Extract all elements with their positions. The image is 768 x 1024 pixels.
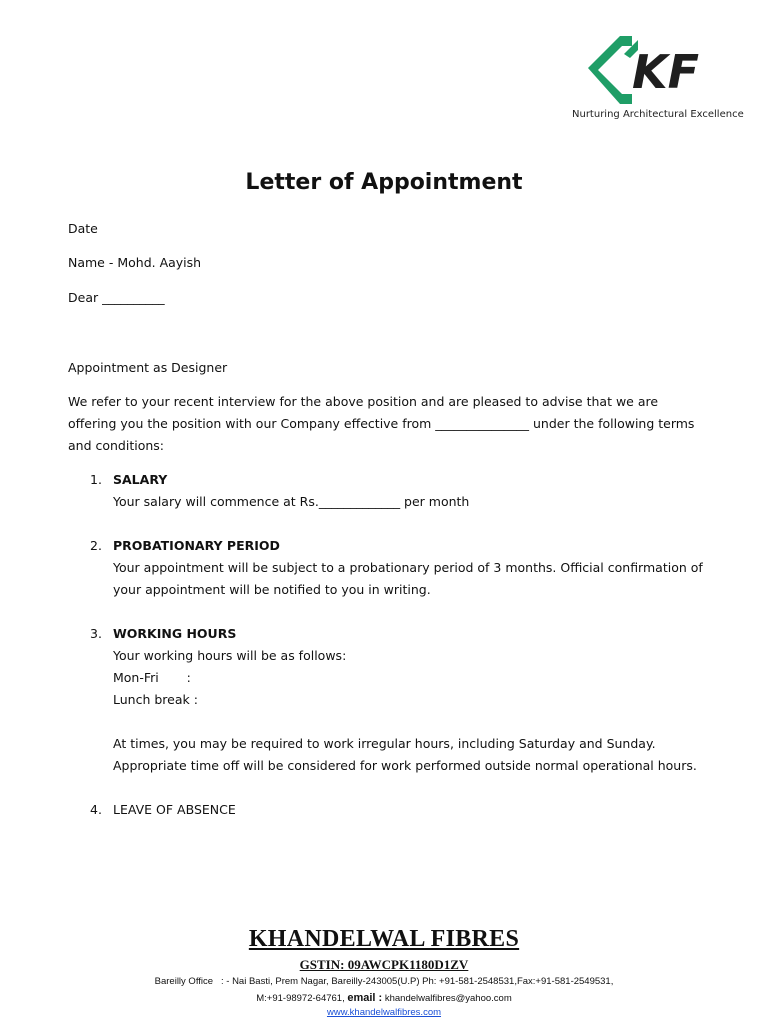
footer-company-name: KHANDELWAL FIBRES (248, 926, 520, 952)
list-item-leave (68, 799, 708, 821)
item-number: 3. (90, 626, 102, 641)
footer-gstin: GSTIN: 09AWCPK1180D1ZV (299, 957, 469, 972)
footer-mobile: M:+91-98972-64761, (256, 993, 345, 1004)
item-text: Your salary will commence at Rs._____________ per month (113, 494, 470, 509)
logo-tagline: Nurturing Architectural Excellence (572, 109, 744, 120)
footer-email[interactable]: khandelwalfibres@yahoo.com (384, 993, 512, 1004)
item-text: Mon-Fri : (113, 670, 191, 685)
item-number: 2. (90, 538, 102, 553)
item-extra-text: At times, you may be required to work irregular hours, including Saturday and Sunday. Appropriate time off will be considered for work performed outside normal operational hours. (113, 736, 697, 773)
salutation-line: Dear __________ (68, 290, 165, 305)
footer-contact (0, 990, 768, 1007)
intro-paragraph: We refer to your recent interview for the above position and are pleased to advise that we are offering you the position with our Company effective from _______________ under the following terms and conditions: (68, 394, 695, 453)
item-heading: SALARY (113, 472, 168, 487)
footer-email-label: email : (347, 992, 383, 1004)
kf-logo-icon (582, 30, 712, 108)
item-heading: LEAVE OF ABSENCE (113, 802, 236, 817)
item-heading: PROBATIONARY PERIOD (113, 538, 280, 553)
item-text: Lunch break : (113, 692, 198, 707)
item-number: 4. (90, 802, 102, 817)
item-number: 1. (90, 472, 102, 487)
item-text: Your appointment will be subject to a probationary period of 3 months. Official confirmation of your appointment will be notified to you in writing. (113, 560, 703, 597)
footer-website-link[interactable]: www.khandelwalfibres.com (326, 1007, 442, 1018)
item-text: Your working hours will be as follows: (113, 648, 347, 663)
name-line: Name - Mohd. Aayish (68, 255, 202, 270)
subject-line: Appointment as Designer (68, 360, 228, 375)
list-item-working-hours (68, 623, 708, 777)
company-logo (570, 30, 744, 130)
item-heading: WORKING HOURS (113, 626, 237, 641)
list-item-salary (68, 469, 708, 513)
terms-list (68, 469, 708, 821)
date-label: Date (68, 221, 98, 236)
list-item-probation (68, 535, 708, 601)
logo-mark: KF (632, 45, 700, 99)
letterhead-footer (0, 922, 768, 1019)
footer-address: Bareilly Office : - Nai Basti, Prem Nagar, Bareilly-243005(U.P) Ph: +91-581-2548531,Fax:+91-581-2549531, (154, 976, 614, 987)
page-title: Letter of Appointment (245, 170, 523, 195)
